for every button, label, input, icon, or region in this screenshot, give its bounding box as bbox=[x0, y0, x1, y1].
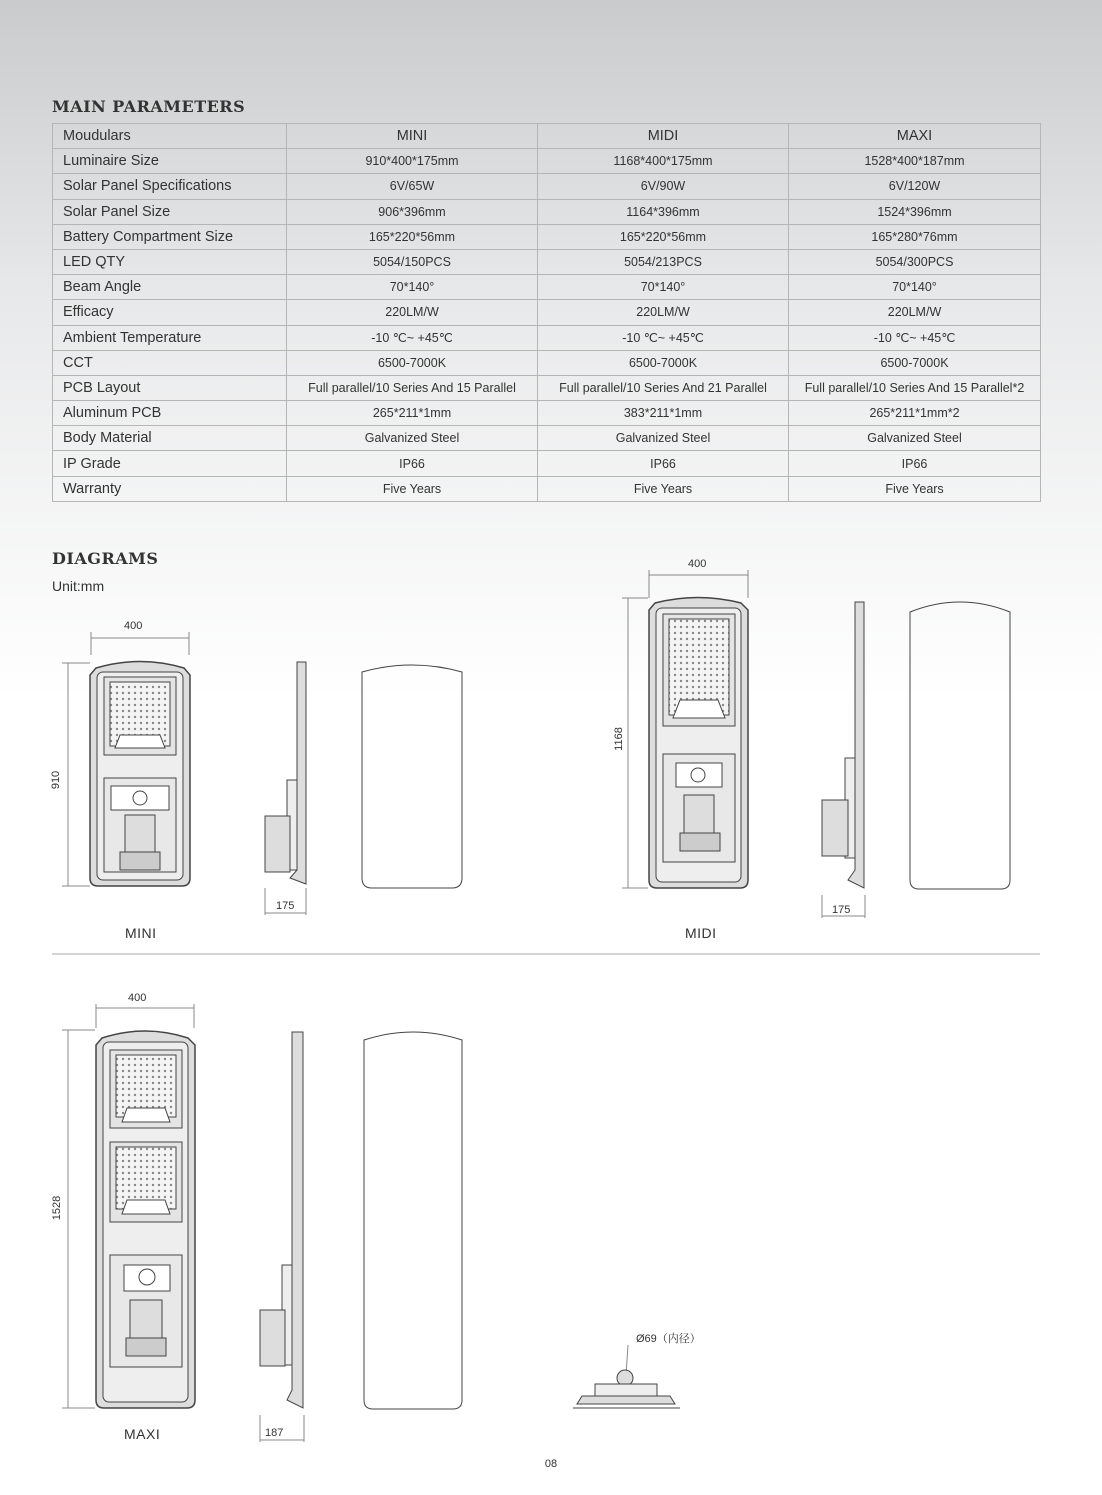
diagrams-title: DIAGRAMS bbox=[52, 549, 159, 568]
midi-back-view bbox=[910, 602, 1010, 889]
row-value: IP66 bbox=[538, 451, 789, 476]
row-label: PCB Layout bbox=[53, 375, 287, 400]
maxi-height-dim: 1528 bbox=[51, 1195, 64, 1221]
midi-height-dim: 1168 bbox=[612, 727, 625, 751]
mount-bottom-view bbox=[573, 1345, 680, 1408]
row-value: 265*211*1mm*2 bbox=[789, 401, 1041, 426]
maxi-caption: MAXI bbox=[124, 1426, 161, 1442]
row-value: Galvanized Steel bbox=[789, 426, 1041, 451]
row-label: IP Grade bbox=[53, 451, 287, 476]
row-value: 1168*400*175mm bbox=[538, 149, 789, 174]
page-number: 08 bbox=[544, 1458, 558, 1470]
mini-side-view bbox=[265, 662, 306, 915]
row-value: 5054/300PCS bbox=[789, 249, 1041, 274]
row-value: -10 ℃~ +45℃ bbox=[789, 325, 1041, 350]
row-value: Full parallel/10 Series And 15 Parallel bbox=[287, 375, 538, 400]
row-value: 70*140° bbox=[287, 275, 538, 300]
row-value: Full parallel/10 Series And 15 Parallel*2 bbox=[789, 375, 1041, 400]
row-value: 6500-7000K bbox=[287, 350, 538, 375]
row-label: Aluminum PCB bbox=[53, 401, 287, 426]
row-value: Full parallel/10 Series And 21 Parallel bbox=[538, 375, 789, 400]
row-label: Solar Panel Size bbox=[53, 199, 287, 224]
row-value: 1164*396mm bbox=[538, 199, 789, 224]
row-value: 910*400*175mm bbox=[287, 149, 538, 174]
row-value: Galvanized Steel bbox=[287, 426, 538, 451]
row-value: Five Years bbox=[538, 476, 789, 501]
header-cell: MINI bbox=[287, 124, 538, 149]
main-parameters-title: MAIN PARAMETERS bbox=[52, 97, 246, 116]
maxi-depth-dim: 187 bbox=[265, 1427, 284, 1439]
row-value: 5054/150PCS bbox=[287, 249, 538, 274]
mini-caption: MINI bbox=[125, 925, 157, 941]
header-cell: MAXI bbox=[789, 124, 1041, 149]
row-value: Five Years bbox=[789, 476, 1041, 501]
row-value: 383*211*1mm bbox=[538, 401, 789, 426]
row-label: Luminaire Size bbox=[53, 149, 287, 174]
row-label: Battery Compartment Size bbox=[53, 224, 287, 249]
midi-side-view bbox=[822, 602, 865, 918]
row-label: Body Material bbox=[53, 426, 287, 451]
row-value: 6500-7000K bbox=[789, 350, 1041, 375]
mini-depth-dim: 175 bbox=[276, 900, 295, 912]
unit-label: Unit:mm bbox=[52, 578, 105, 594]
midi-front-view bbox=[622, 570, 748, 888]
row-label: Efficacy bbox=[53, 300, 287, 325]
row-value: 70*140° bbox=[538, 275, 789, 300]
row-label: LED QTY bbox=[53, 249, 287, 274]
mini-front-view bbox=[62, 632, 190, 886]
header-cell: Moudulars bbox=[53, 124, 287, 149]
maxi-side-view bbox=[260, 1032, 304, 1442]
row-value: 1524*396mm bbox=[789, 199, 1041, 224]
row-value: 70*140° bbox=[789, 275, 1041, 300]
row-value: 6V/65W bbox=[287, 174, 538, 199]
row-value: 6V/120W bbox=[789, 174, 1041, 199]
mini-width-dim: 400 bbox=[124, 620, 143, 632]
row-value: 220LM/W bbox=[538, 300, 789, 325]
midi-depth-dim: 175 bbox=[832, 904, 851, 916]
maxi-width-dim: 400 bbox=[128, 992, 147, 1004]
row-value: IP66 bbox=[789, 451, 1041, 476]
row-label: Ambient Temperature bbox=[53, 325, 287, 350]
row-value: -10 ℃~ +45℃ bbox=[287, 325, 538, 350]
row-value: Five Years bbox=[287, 476, 538, 501]
row-label: CCT bbox=[53, 350, 287, 375]
row-label: Warranty bbox=[53, 476, 287, 501]
row-label: Beam Angle bbox=[53, 275, 287, 300]
mini-back-view bbox=[362, 665, 462, 888]
row-value: 220LM/W bbox=[789, 300, 1041, 325]
row-value: 165*220*56mm bbox=[287, 224, 538, 249]
row-value: 6V/90W bbox=[538, 174, 789, 199]
row-value: 220LM/W bbox=[287, 300, 538, 325]
row-value: 165*220*56mm bbox=[538, 224, 789, 249]
mini-height-dim: 910 bbox=[50, 770, 63, 790]
row-value: 165*280*76mm bbox=[789, 224, 1041, 249]
header-cell: MIDI bbox=[538, 124, 789, 149]
row-value: 5054/213PCS bbox=[538, 249, 789, 274]
row-value: 6500-7000K bbox=[538, 350, 789, 375]
row-value: -10 ℃~ +45℃ bbox=[538, 325, 789, 350]
maxi-back-view bbox=[364, 1032, 462, 1409]
row-value: 265*211*1mm bbox=[287, 401, 538, 426]
row-label: Solar Panel Specifications bbox=[53, 174, 287, 199]
row-value: Galvanized Steel bbox=[538, 426, 789, 451]
midi-caption: MIDI bbox=[685, 925, 717, 941]
maxi-front-view bbox=[62, 1004, 195, 1408]
mount-diameter-label: Ø69（内径） bbox=[636, 1333, 701, 1345]
row-value: IP66 bbox=[287, 451, 538, 476]
row-value: 906*396mm bbox=[287, 199, 538, 224]
row-value: 1528*400*187mm bbox=[789, 149, 1041, 174]
midi-width-dim: 400 bbox=[688, 558, 707, 570]
